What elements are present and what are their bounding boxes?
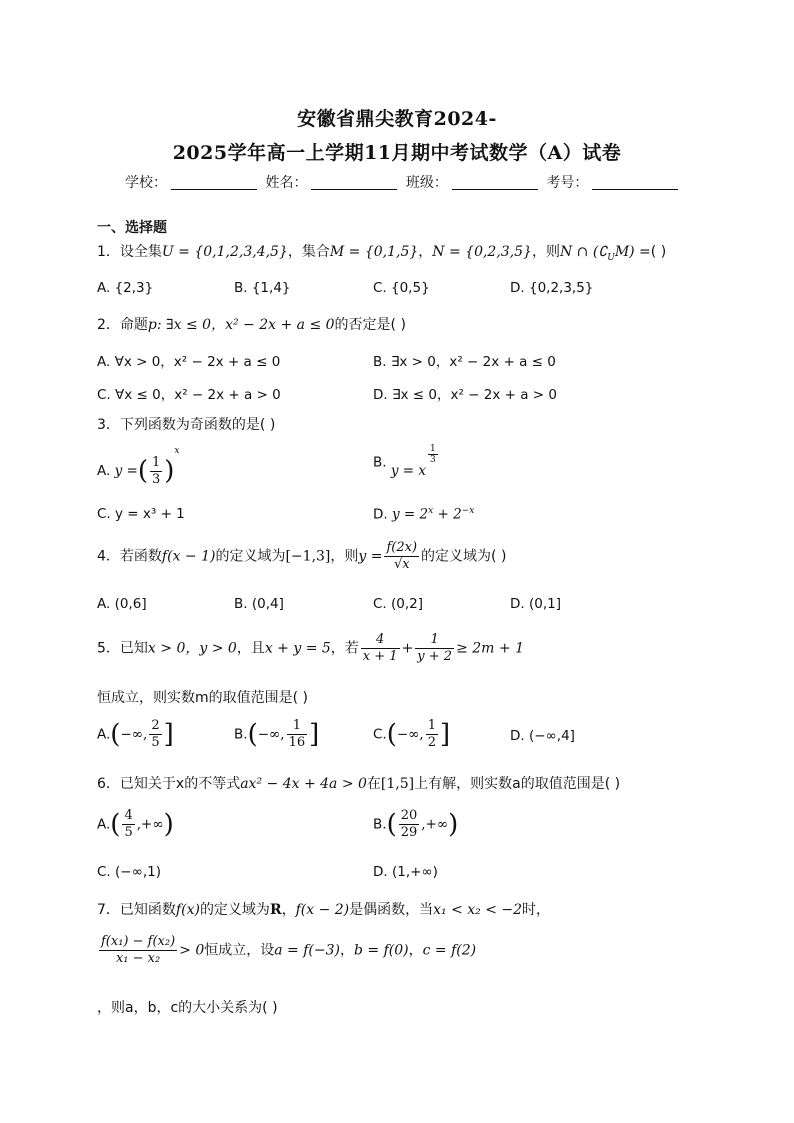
q6-a-post: ,+∞ (136, 816, 164, 833)
q3-a-lparen: ( (137, 456, 148, 486)
q5-c-lparen: ( (386, 719, 397, 750)
question-6-stem (97, 773, 620, 793)
exam-title-line1: 安徽省鼎尖教育2024- (297, 108, 497, 130)
q7-num: f(x₁) − f(x₂) (101, 934, 176, 949)
q3-b-exp (428, 444, 438, 465)
q7-stem-d: 时， (522, 902, 551, 918)
q7-sep: ， (281, 902, 296, 918)
q5-b-pre: −∞, (257, 726, 285, 743)
q1-set-u: U = {0,1,2,3,4,5} (161, 244, 288, 260)
q6-a-den: 5 (124, 825, 133, 840)
q1-stem-b: ，集合 (287, 244, 330, 260)
q5-c-label: C. (373, 726, 387, 743)
q4-option-b[interactable]: B. (0,4] (234, 596, 284, 612)
q7-b: b = f(0) (353, 942, 409, 959)
q1-expr-start: N ∩ (∁ (559, 244, 608, 260)
q5-a-den: 5 (151, 735, 160, 750)
q5-a-label: A. (97, 726, 111, 743)
q5-c-num: 1 (427, 718, 437, 733)
question-5-stem (97, 632, 524, 665)
q1-option-c[interactable]: C. {0,5} (373, 280, 430, 296)
q5-d1: x + 1 (362, 649, 398, 664)
q1-stem-c: ，则 (531, 244, 560, 260)
q6-a-frac (122, 808, 134, 841)
q3-a-label: A. (97, 463, 111, 479)
q7-fx2: f(x − 2) (295, 902, 350, 918)
q7-cond: x₁ < x₂ < −2 (433, 902, 523, 918)
q5-b-label: B. (234, 726, 248, 743)
q5-stem-a: 5．已知 (97, 640, 148, 657)
q7-stem-b: 的定义域为 (199, 902, 270, 918)
q5-line2: 恒成立，则实数m的取值范围是( ) (97, 690, 309, 706)
q2-prop: p: ∃x ≤ 0，x² − 2x + a ≤ 0 (147, 317, 335, 333)
q5-frac2 (415, 632, 454, 665)
q6-b-num: 20 (400, 808, 418, 823)
q6-stem-c: 上有解，则实数a的取值范围是( ) (414, 776, 621, 792)
q1-option-d[interactable]: D. {0,2,3,5} (510, 280, 594, 296)
q3-a-frac (150, 455, 162, 488)
q3-option-c[interactable]: C. y = x³ + 1 (97, 506, 185, 522)
q7-fx: f(x) (175, 902, 200, 918)
q3-d-expr: y = 2 (391, 506, 429, 523)
q7-gt: > 0 (179, 942, 205, 959)
q6-a-num: 4 (124, 808, 133, 823)
q4-frac (384, 540, 419, 573)
q6-stem-b: 在 (366, 776, 381, 792)
number-label: 考号： (546, 175, 589, 191)
q6-a-lparen: ( (110, 809, 121, 840)
q1-expr (559, 244, 651, 263)
q5-d2: y + 2 (417, 649, 453, 664)
q3-option-b[interactable] (373, 444, 440, 479)
q7-c: c = f(2) (422, 942, 477, 959)
q3-a-lhs: y = (114, 463, 138, 479)
q4-den: √x (393, 557, 410, 572)
q3-d-label: D. (373, 506, 388, 523)
q6-b-label: B. (373, 816, 387, 833)
q6-b-den: 29 (400, 825, 418, 840)
q5-c-pre: −∞, (396, 726, 424, 743)
q1-set-n: N = {0,2,3,5} (432, 244, 532, 260)
q6-ineq: ax² − 4x + 4a > 0 (240, 776, 367, 792)
q6-option-c[interactable]: C. (−∞,1) (97, 864, 161, 880)
question-1-stem (97, 241, 666, 263)
q2-stem-a: 2．命题 (97, 317, 148, 333)
q2-option-a[interactable]: A. ∀x > 0，x² − 2x + a ≤ 0 (97, 354, 281, 370)
q7-line3: ，则a，b，c的大小关系为( ) (97, 1000, 278, 1016)
q5-frac1 (361, 632, 400, 665)
q5-a-lparen: ( (110, 719, 121, 750)
q3-b-lhs: y = x (390, 462, 426, 479)
q5-b-num: 1 (287, 718, 308, 735)
class-label: 班级： (405, 175, 448, 191)
q3-option-a[interactable] (97, 446, 180, 488)
q4-option-d[interactable]: D. (0,1] (510, 596, 561, 612)
q5-c-rbracket: ] (440, 719, 451, 750)
q3-d-mid: + 2 (433, 506, 462, 523)
q6-a-label: A. (97, 816, 111, 833)
q5-b-den: 16 (288, 735, 306, 750)
q5-a-frac (149, 718, 161, 751)
q7-line2 (97, 934, 476, 967)
q7-stem-c: 是偶函数，当 (349, 902, 434, 918)
q4-stem-d: 的定义域为( ) (421, 548, 507, 565)
q5-option-b[interactable] (234, 718, 319, 751)
q5-sum: x + y = 5 (264, 640, 331, 657)
q3-a-exp: x (174, 446, 180, 456)
q4-stem-c: ，则 (330, 548, 359, 565)
q1-sep: ， (418, 244, 433, 260)
q1-expr-end: M) = (614, 244, 651, 260)
q3-b-exp-den: 3 (430, 455, 436, 465)
student-info-line (125, 172, 682, 192)
q5-stem-c: ，若 (330, 640, 359, 657)
class-blank[interactable] (452, 175, 538, 190)
q3-b-label: B. (373, 454, 387, 471)
q4-num: f(2x) (386, 540, 418, 555)
q5-option-a[interactable] (97, 718, 174, 751)
q7-stem-e: 恒成立，设 (204, 942, 275, 959)
q5-c-den: 2 (427, 735, 437, 750)
q1-option-b[interactable]: B. {1,4} (234, 280, 291, 296)
q6-b-post: ,+∞ (421, 816, 449, 833)
q5-b-rbracket: ] (309, 719, 320, 750)
q1-expr-sub: U (607, 252, 615, 263)
number-blank[interactable] (592, 175, 678, 190)
q7-frac (99, 934, 177, 967)
school-label: 学校： (125, 175, 167, 191)
q4-option-c[interactable]: C. (0,2] (373, 596, 424, 612)
q2-stem-b: 的否定是( ) (334, 317, 406, 333)
q3-a-rparen: ) (164, 456, 175, 486)
name-blank[interactable] (311, 175, 397, 190)
q3-d-exp1: x (428, 506, 434, 516)
q5-b-lparen: ( (247, 719, 258, 750)
q5-ge: ≥ 2m + 1 (456, 640, 524, 657)
q5-a-pre: −∞, (120, 726, 148, 743)
q7-comma1: ， (339, 942, 354, 959)
q6-a-rparen: ) (163, 809, 174, 840)
q4-y: y = (358, 548, 383, 565)
q2-option-c[interactable]: C. ∀x ≤ 0，x² − 2x + a > 0 (97, 387, 281, 403)
q3-a-num: 1 (151, 454, 161, 470)
q1-option-a[interactable]: A. {2,3} (97, 280, 154, 296)
name-label: 姓名： (265, 175, 308, 191)
question-3-stem: 3．下列函数为奇函数的是( ) (97, 417, 276, 433)
q2-option-b[interactable]: B. ∃x > 0，x² − 2x + a ≤ 0 (373, 354, 556, 370)
q5-a-num: 2 (151, 718, 160, 733)
q1-set-m: M = {0,1,5} (329, 244, 419, 260)
q7-a: a = f(−3) (274, 942, 340, 959)
q5-option-c[interactable] (373, 718, 450, 751)
q4-stem-a: 4．若函数 (97, 548, 162, 565)
q7-den: x₁ − x₂ (115, 951, 161, 966)
q4-stem-b: 的定义域为 (215, 548, 286, 565)
q6-b-frac (399, 808, 420, 841)
q5-b-frac (287, 718, 308, 751)
q3-d-exp2: −x (461, 506, 475, 516)
question-4-stem (97, 540, 506, 573)
q4-fx: f(x − 1) (161, 548, 216, 565)
q6-stem-a: 6．已知关于x的不等式 (97, 776, 241, 792)
q7-R: R (269, 902, 282, 918)
q6-b-lparen: ( (386, 809, 397, 840)
q3-option-d[interactable] (373, 506, 474, 523)
q4-option-a[interactable]: A. (0,6] (97, 596, 147, 612)
q6-option-d[interactable]: D. (1,+∞) (373, 864, 438, 880)
q1-stem-a: 1．设全集 (97, 244, 162, 260)
q2-option-d[interactable]: D. ∃x ≤ 0，x² − 2x + a > 0 (373, 387, 558, 403)
q5-a-rbracket: ] (163, 719, 174, 750)
q6-option-b[interactable] (373, 808, 458, 841)
exam-title-line2: 2025学年高一上学期11月期中考试数学（A）试卷 (172, 142, 622, 164)
question-2-stem (97, 314, 406, 334)
q5-option-d[interactable]: D. (−∞,4] (510, 728, 575, 744)
q7-stem-a: 7．已知函数 (97, 902, 176, 918)
q5-n2: 1 (415, 632, 454, 649)
question-7-stem (97, 899, 550, 919)
q5-n1: 4 (361, 632, 400, 649)
q5-stem-b: ，且 (236, 640, 265, 657)
q5-c-frac (426, 718, 438, 751)
q3-b-exp-num: 1 (430, 444, 436, 454)
q5-plus: + (401, 640, 414, 657)
school-blank[interactable] (171, 175, 257, 190)
q3-a-den: 3 (151, 471, 161, 487)
q6-option-a[interactable] (97, 808, 174, 841)
q7-comma2: ， (408, 942, 423, 959)
q4-dom: [−1,3] (285, 548, 331, 565)
q1-paren: ( ) (650, 244, 667, 260)
q6-b-rparen: ) (448, 809, 459, 840)
q6-interval: [1,5] (380, 776, 415, 792)
section-heading: 一、选择题 (97, 220, 167, 236)
q5-cond: x > 0，y > 0 (147, 640, 237, 657)
